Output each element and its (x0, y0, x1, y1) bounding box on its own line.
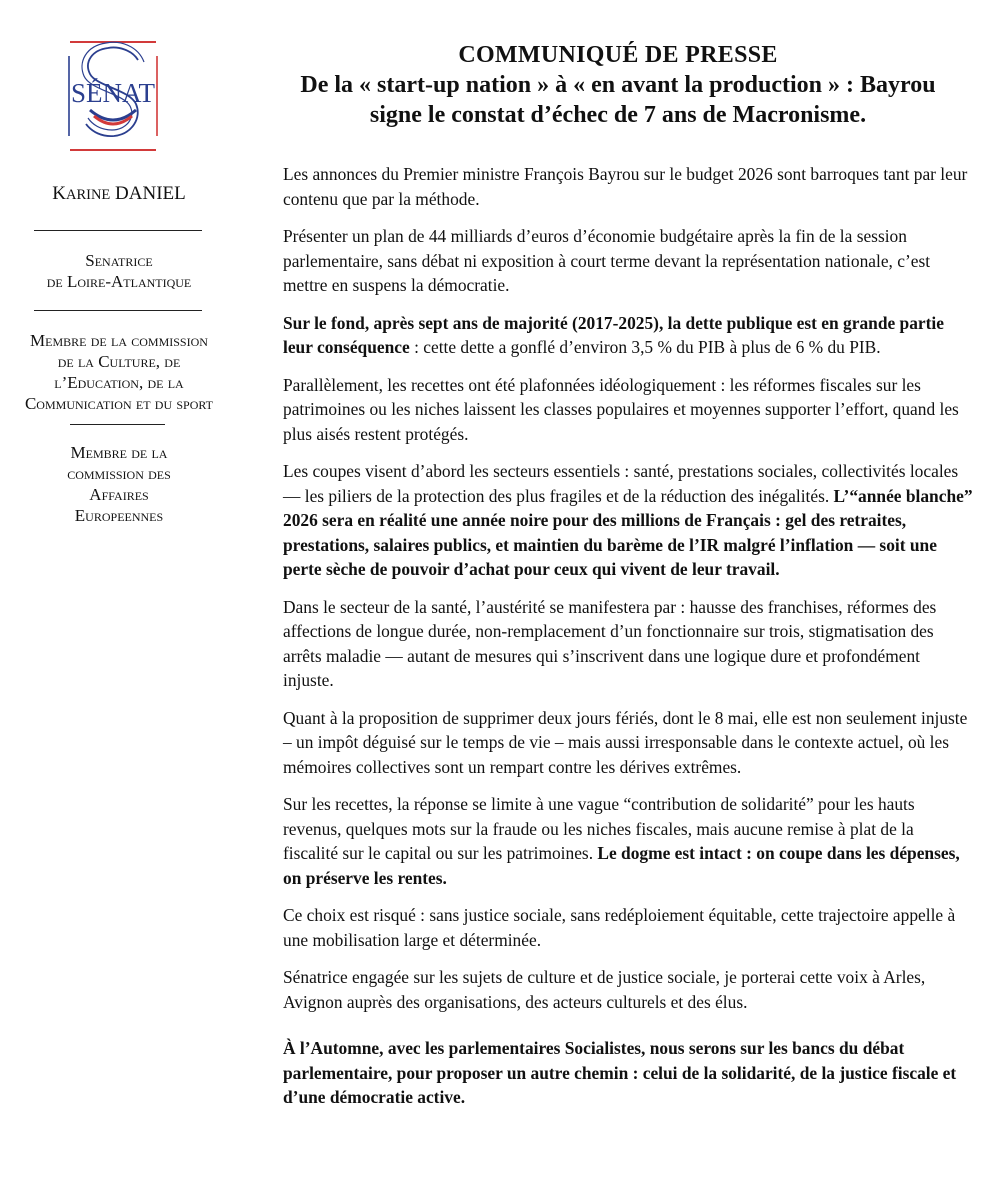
membership-culture: Membre de la commission de la Culture, de l’Education, de la Communication et du sport (24, 331, 214, 413)
press-release-header (268, 40, 968, 130)
senator-role: Senatrice de Loire-Atlantique (46, 251, 192, 291)
divider (34, 310, 202, 311)
paragraph: Les annonces du Premier ministre François Bayrou sur le budget 2026 sont barroques tant par leur contenu que par la méthode. (283, 164, 968, 209)
senat-logo (58, 38, 168, 154)
senator-name: KARINE DANIEL (52, 183, 186, 204)
paragraph: Quant à la proposition de supprimer deux jours fériés, dont le 8 mai, elle est non seulement injuste – un impôt déguisé sur le temps de vie – mais aussi irresponsable dans le contexte actuel, où les mémoires collectives sont un rempart contre les dérives extrêmes. (283, 707, 968, 777)
divider (70, 424, 165, 425)
press-release-subtitle-line1: De la « start-up nation » à « en avant la production » : Bayrou (300, 72, 936, 98)
sidebar (0, 0, 238, 1200)
press-release-subtitle-line2: signe le constat d’échec de 7 ans de Macronisme. (369, 102, 867, 128)
paragraph: Sur les recettes, la réponse se limite à une vague “contribution de solidarité” pour les hauts revenus, quelques mots sur la fraude ou les niches fiscales, mais aucune remise à plat de la fiscalité sur le capital ou sur les patrimoines. Le dogme est intact : on coupe dans les dépenses, on préserve les rentes. (283, 794, 960, 888)
paragraph: Ce choix est risqué : sans justice sociale, sans redéploiement équitable, cette trajectoire appelle à une mobilisation large et déterminée. (283, 905, 956, 950)
paragraph: Les coupes visent d’abord les secteurs essentiels : santé, prestations sociales, collectivités locales — les piliers de la protection des plus fragiles et de la réduction des inégalités. L’“année blanche” 2026 sera en réalité une année noire pour des millions de Français : gel des retraites, prestations, salaires publics, et maintien du barème de l’IR malgré l’inflation — soit une perte sèche de pouvoir d’achat pour ceux qui vivent de leur travail. (283, 461, 973, 579)
paragraph: Parallèlement, les recettes ont été plafonnées idéologiquement : les réformes fiscales sur les patrimoines ou les niches laissent les classes populaires et moyennes supporter l’effort, quand les plus aisés restent protégés. (283, 374, 959, 444)
paragraph-closing: À l’Automne, avec les parlementaires Socialistes, nous serons sur les bancs du débat parlementaire, pour proposer un autre chemin : celui de la solidarité, de la justice fiscale et d’une démocratie active. (283, 1038, 957, 1107)
paragraph: Sur le fond, après sept ans de majorité (2017-2025), la dette publique est en grande partie leur conséquence : cette dette a gonflé d’environ 3,5 % du PIB à plus de 6 % du PIB. (283, 312, 944, 357)
paragraph: Présenter un plan de 44 milliards d’euros d’économie budgétaire après la fin de la session parlementaire, sans débat ni exposition à court terme devant la représentation nationale, c’est mettre en suspens la démocratie. (283, 226, 931, 295)
senator-last-name: DANIEL (115, 183, 186, 204)
paragraph: Dans le secteur de la santé, l’austérité se manifestera par : hausse des franchises, réformes des affections de longue durée, non-remplacement d’un fonctionnaire sur trois, stigmatisation des arrêts maladie — autant de mesures qui s’inscrivent dans une logique dure et profondément injuste. (283, 596, 937, 690)
divider (34, 230, 202, 231)
press-release-body (283, 162, 973, 1123)
press-release-title: COMMUNIQUÉ DE PRESSE (458, 42, 778, 68)
paragraph: Sénatrice engagée sur les sujets de culture et de justice sociale, je porterai cette voix à Arles, Avignon auprès des organisations, des acteurs culturels et des élus. (283, 967, 926, 1012)
senat-logo-text: SÉNAT (70, 78, 156, 108)
membership-europe: Membre de la commission des Affaires Europeennes (67, 443, 171, 525)
